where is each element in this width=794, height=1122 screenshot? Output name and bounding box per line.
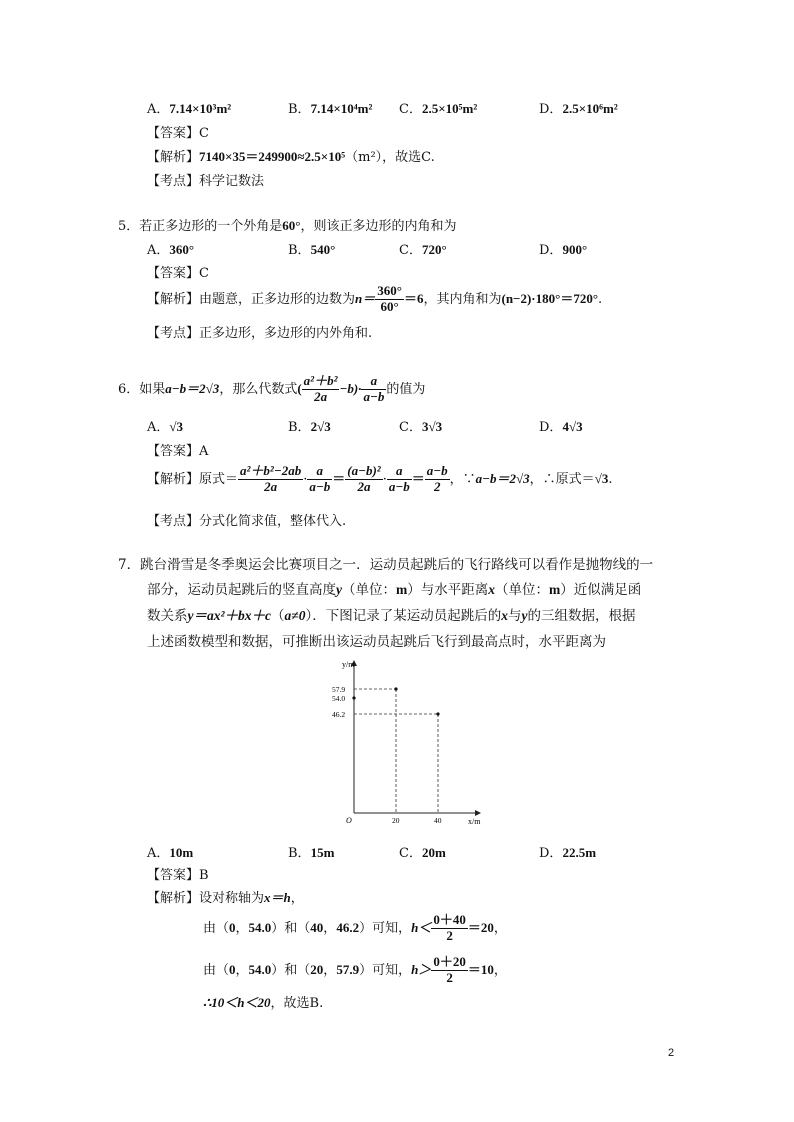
step-text: ，故选B. — [270, 996, 324, 1011]
step-text: ， — [235, 920, 249, 936]
var-x: x — [488, 582, 495, 597]
step-text: ， — [493, 920, 507, 936]
q7-option-c-value: 20m — [421, 845, 446, 860]
expr-middle: −b)· — [339, 380, 362, 396]
stem-text: （单位： — [342, 582, 396, 598]
equals-sign: ＝ — [411, 470, 425, 486]
point-coord: 54.0 — [248, 919, 272, 935]
fraction-numerator: a²＋b²−2ab — [240, 463, 302, 478]
q6-analysis — [147, 464, 612, 495]
analysis-tag: 【解析】 — [147, 891, 200, 906]
step-text: ， — [493, 962, 507, 978]
analysis-fraction-1 — [238, 464, 303, 495]
analysis-n: n＝ — [355, 290, 376, 306]
step-text: ， — [323, 920, 337, 936]
fraction-denominator: 2a — [314, 388, 328, 404]
question-number: 7． — [118, 557, 141, 573]
q4-option-d-value: 2.5×10⁶m² — [562, 101, 618, 116]
q6-point — [147, 510, 346, 529]
y-axis-label: y/m — [342, 660, 355, 669]
q4-option-c-value: 2.5×10⁵m² — [421, 101, 478, 116]
fraction-numerator: a²＋b² — [303, 373, 338, 388]
q6-option-d — [539, 416, 583, 435]
q5-stem — [118, 215, 457, 234]
stem-fraction-2 — [361, 374, 386, 405]
q4-option-a-value: 7.14×10³m² — [169, 101, 232, 116]
fraction-numerator: 360° — [377, 283, 402, 298]
q6-option-c-value: 3√3 — [421, 419, 443, 434]
stem-text: ，那么代数式 — [219, 381, 298, 397]
q7-option-d-value: 22.5m — [562, 845, 597, 860]
fraction-numerator: (a−b)² — [347, 463, 381, 478]
analysis-text: 原式＝ — [199, 471, 239, 487]
answer-value: B — [199, 868, 209, 883]
q4-option-a-label: A． — [147, 102, 170, 117]
fraction-denominator: 2a — [264, 478, 278, 494]
stem-condition: a−b＝2√3 — [165, 380, 220, 396]
stem-text: ）．下图记录了某运动员起跳后的 — [305, 608, 502, 624]
y-tick-label: 54.0 — [332, 694, 346, 703]
point-tag: 【考点】 — [147, 174, 200, 189]
point-text: 正多边形，多边形的内外角和. — [199, 326, 373, 341]
q6-option-b-value: 2√3 — [310, 419, 331, 434]
point-coord: 46.2 — [336, 919, 360, 935]
fraction-numerator: 0＋20 — [433, 954, 466, 969]
stem-text: 若正多边形的一个外角是 — [139, 219, 283, 234]
q5-option-d — [539, 239, 587, 258]
point-text: 分式化简求值，整体代入. — [199, 514, 347, 529]
point-coord: 57.9 — [336, 961, 360, 977]
stem-text: 的三组数据，根据 — [527, 608, 636, 624]
q5-option-c-label: C． — [399, 243, 422, 258]
analysis-fraction-5 — [425, 464, 450, 495]
stem-text: ）与水平距离 — [407, 582, 489, 598]
analysis-expression: (n−2)·180°＝720° — [501, 290, 599, 306]
q4-option-b-value: 7.14×10⁴m² — [310, 101, 373, 116]
q6-option-c — [399, 416, 442, 435]
step-text: ）和（ — [271, 962, 311, 978]
step-result: ＝20 — [467, 919, 494, 935]
q5-option-b-label: B． — [288, 243, 311, 258]
q7-analysis — [147, 887, 304, 906]
step-text: 由（ — [203, 920, 230, 936]
point-tag: 【考点】 — [147, 326, 200, 341]
analysis-expression: 7140×35＝249900≈2.5×10⁵ — [199, 149, 346, 164]
q4-option-d — [539, 98, 618, 117]
q6-option-c-label: C． — [399, 420, 422, 435]
q7-option-b-label: B． — [288, 846, 311, 861]
var-y: y — [521, 608, 528, 623]
q5-option-a — [147, 239, 194, 258]
step-text: ）可知， — [359, 962, 412, 978]
step-text: ）可知， — [359, 920, 412, 936]
analysis-fraction-3 — [345, 464, 382, 495]
stem-text: ，则该正多边形的内角和为 — [300, 219, 457, 234]
stem-text: （单位： — [495, 582, 549, 598]
q6-option-a — [147, 416, 183, 435]
q7-stem-line-2 — [147, 578, 641, 598]
analysis-text: 设对称轴为 — [199, 891, 265, 906]
q4-analysis — [147, 146, 435, 165]
q6-option-a-label: A． — [147, 420, 170, 435]
fraction-numerator: a — [387, 464, 412, 480]
q7-option-a-value: 10m — [169, 845, 194, 860]
q7-option-b — [288, 842, 334, 861]
question-number: 5． — [118, 219, 140, 234]
answer-tag: 【答案】 — [147, 126, 200, 141]
q5-option-c — [399, 239, 447, 258]
answer-tag: 【答案】 — [147, 444, 200, 459]
trajectory-chart — [330, 655, 490, 830]
point-text: 科学记数法 — [199, 174, 265, 189]
analysis-fraction-2 — [307, 464, 332, 495]
q6-option-b — [288, 416, 331, 435]
step-text: 由（ — [203, 962, 230, 978]
q5-answer — [147, 262, 209, 281]
unit-m: m — [549, 582, 561, 597]
q6-answer — [147, 440, 208, 459]
analysis-fraction-4 — [387, 464, 412, 495]
inequality: h＞ — [411, 961, 432, 977]
q7-step-1 — [203, 913, 507, 944]
q7-option-d — [539, 842, 596, 861]
dot-operator: · — [303, 471, 308, 487]
q7-stem-line-1 — [118, 553, 653, 573]
q6-stem — [118, 374, 425, 405]
q6-option-d-label: D． — [539, 420, 563, 435]
fraction-denominator: 2 — [446, 927, 453, 943]
q5-option-b-value: 540° — [310, 242, 336, 257]
q5-option-d-label: D． — [539, 243, 563, 258]
stem-text: （ — [271, 608, 285, 624]
inequality: h＜ — [411, 919, 432, 935]
step-text: ， — [323, 962, 337, 978]
var-y: y — [336, 582, 342, 597]
expr-open-paren: ( — [297, 380, 302, 396]
page-number: 2 — [668, 1047, 675, 1059]
y-tick-label: 46.2 — [332, 710, 346, 719]
origin-label: O — [346, 816, 352, 825]
q4-option-d-label: D． — [539, 102, 563, 117]
q6-option-a-value: √3 — [169, 419, 184, 434]
analysis-result: √3 — [594, 470, 609, 486]
q5-point — [147, 322, 372, 341]
analysis-text: ，其内角和为 — [423, 291, 502, 307]
var-x: x — [501, 608, 508, 623]
data-point — [352, 696, 355, 699]
analysis-tag: 【解析】 — [147, 150, 200, 165]
q5-option-a-label: A． — [147, 243, 170, 258]
answer-value: A — [199, 444, 209, 459]
q7-step-3 — [203, 992, 323, 1011]
answer-tag: 【答案】 — [147, 266, 200, 281]
analysis-text: ， — [290, 891, 304, 906]
q5-option-d-value: 900° — [562, 242, 588, 257]
step-fraction — [431, 913, 468, 944]
q5-analysis — [147, 284, 602, 315]
stem-text: 跳台滑雪是冬季奥运会比赛项目之一．运动员起跳后的飞行路线可以看作是抛物线的一 — [140, 557, 654, 573]
analysis-condition: a−b＝2√3 — [475, 470, 530, 486]
function-expression: y＝ax²＋bx＋c — [187, 608, 272, 623]
fraction-denominator: 2 — [446, 969, 453, 985]
x-axis-label: x/m — [468, 817, 481, 826]
fraction-numerator: a — [307, 464, 332, 480]
answer-value: C — [199, 126, 209, 141]
fraction-denominator: 2a — [357, 478, 371, 494]
fraction-numerator: 0＋40 — [433, 912, 466, 927]
q7-option-b-value: 15m — [310, 845, 335, 860]
equals-sign: ＝ — [332, 470, 346, 486]
q4-option-c-label: C． — [399, 102, 422, 117]
stem-text: ）近似满足函 — [560, 582, 642, 598]
step-text: ）和（ — [271, 920, 311, 936]
q6-option-d-value: 4√3 — [562, 419, 583, 434]
step-text: ， — [235, 962, 249, 978]
question-number: 6． — [118, 381, 140, 397]
condition: a≠0 — [284, 608, 306, 623]
stem-text: 数关系 — [147, 608, 188, 624]
analysis-text: ，∵ — [449, 471, 476, 487]
analysis-equals-six: ＝6 — [403, 290, 424, 306]
x-tick-label: 20 — [392, 816, 400, 825]
stem-text: 如果 — [139, 381, 166, 397]
fraction-denominator: a−b — [388, 478, 410, 494]
analysis-end: . — [598, 291, 603, 307]
data-point — [394, 687, 397, 690]
point-coord: 0 — [229, 919, 236, 935]
q7-option-a-label: A． — [147, 846, 170, 861]
q7-option-c-label: C． — [399, 846, 422, 861]
q4-option-b — [288, 98, 372, 117]
q4-answer — [147, 122, 209, 141]
q7-step-2 — [203, 955, 507, 986]
q7-stem-line-3 — [147, 604, 635, 624]
fraction-numerator: a — [361, 374, 386, 390]
stem-text: 的值为 — [386, 381, 426, 397]
fraction-denominator: a−b — [363, 388, 385, 404]
x-tick-label: 40 — [434, 816, 442, 825]
q5-option-c-value: 720° — [421, 242, 447, 257]
fraction-denominator: a−b — [309, 478, 331, 494]
q4-option-b-label: B． — [288, 102, 311, 117]
fraction-denominator: 2 — [433, 478, 441, 494]
q6-option-b-label: B． — [288, 420, 311, 435]
point-coord: 20 — [310, 961, 324, 977]
q7-answer — [147, 864, 209, 883]
fraction-numerator: a−b — [426, 463, 448, 478]
axis-expression: x＝h — [264, 890, 291, 905]
data-point — [436, 712, 439, 715]
point-tag: 【考点】 — [147, 514, 200, 529]
fraction-denominator: 60° — [380, 298, 399, 314]
dot-operator: · — [382, 471, 387, 487]
step-result: ＝10 — [467, 961, 494, 977]
q5-option-a-value: 360° — [169, 242, 195, 257]
answer-tag: 【答案】 — [147, 868, 200, 883]
stem-text: 上述函数模型和数据，可推断出该运动员起跳后飞行到最高点时，水平距离为 — [147, 634, 606, 650]
q4-options — [147, 98, 231, 117]
q4-option-c — [399, 98, 477, 117]
stem-text: 与 — [507, 608, 522, 624]
point-coord: 54.0 — [248, 961, 272, 977]
unit-m: m — [396, 582, 408, 597]
y-tick-label: 57.9 — [332, 685, 346, 694]
q5-option-b — [288, 239, 335, 258]
q7-stem-line-4 — [147, 630, 606, 650]
analysis-text: ，∴原式＝ — [529, 471, 595, 487]
point-coord: 0 — [229, 961, 236, 977]
analysis-fraction — [375, 284, 404, 315]
q7-option-d-label: D． — [539, 846, 563, 861]
stem-angle: 60° — [282, 218, 301, 233]
q7-option-c — [399, 842, 446, 861]
step-fraction — [431, 955, 468, 986]
stem-text: 部分，运动员起跳后的竖直高度 — [147, 582, 336, 598]
stem-fraction-1 — [302, 374, 340, 405]
answer-value: C — [199, 266, 209, 281]
analysis-text: 由题意，正多边形的边数为 — [199, 291, 356, 307]
analysis-tag: 【解析】 — [147, 291, 200, 307]
point-coord: 40 — [310, 919, 324, 935]
analysis-end: . — [608, 471, 613, 487]
analysis-unit: （m²），故选C. — [345, 150, 435, 165]
analysis-tag: 【解析】 — [147, 471, 200, 487]
conclusion-expression: ∴10＜h＜20 — [203, 995, 271, 1010]
q4-point — [147, 170, 264, 189]
q7-option-a — [147, 842, 193, 861]
